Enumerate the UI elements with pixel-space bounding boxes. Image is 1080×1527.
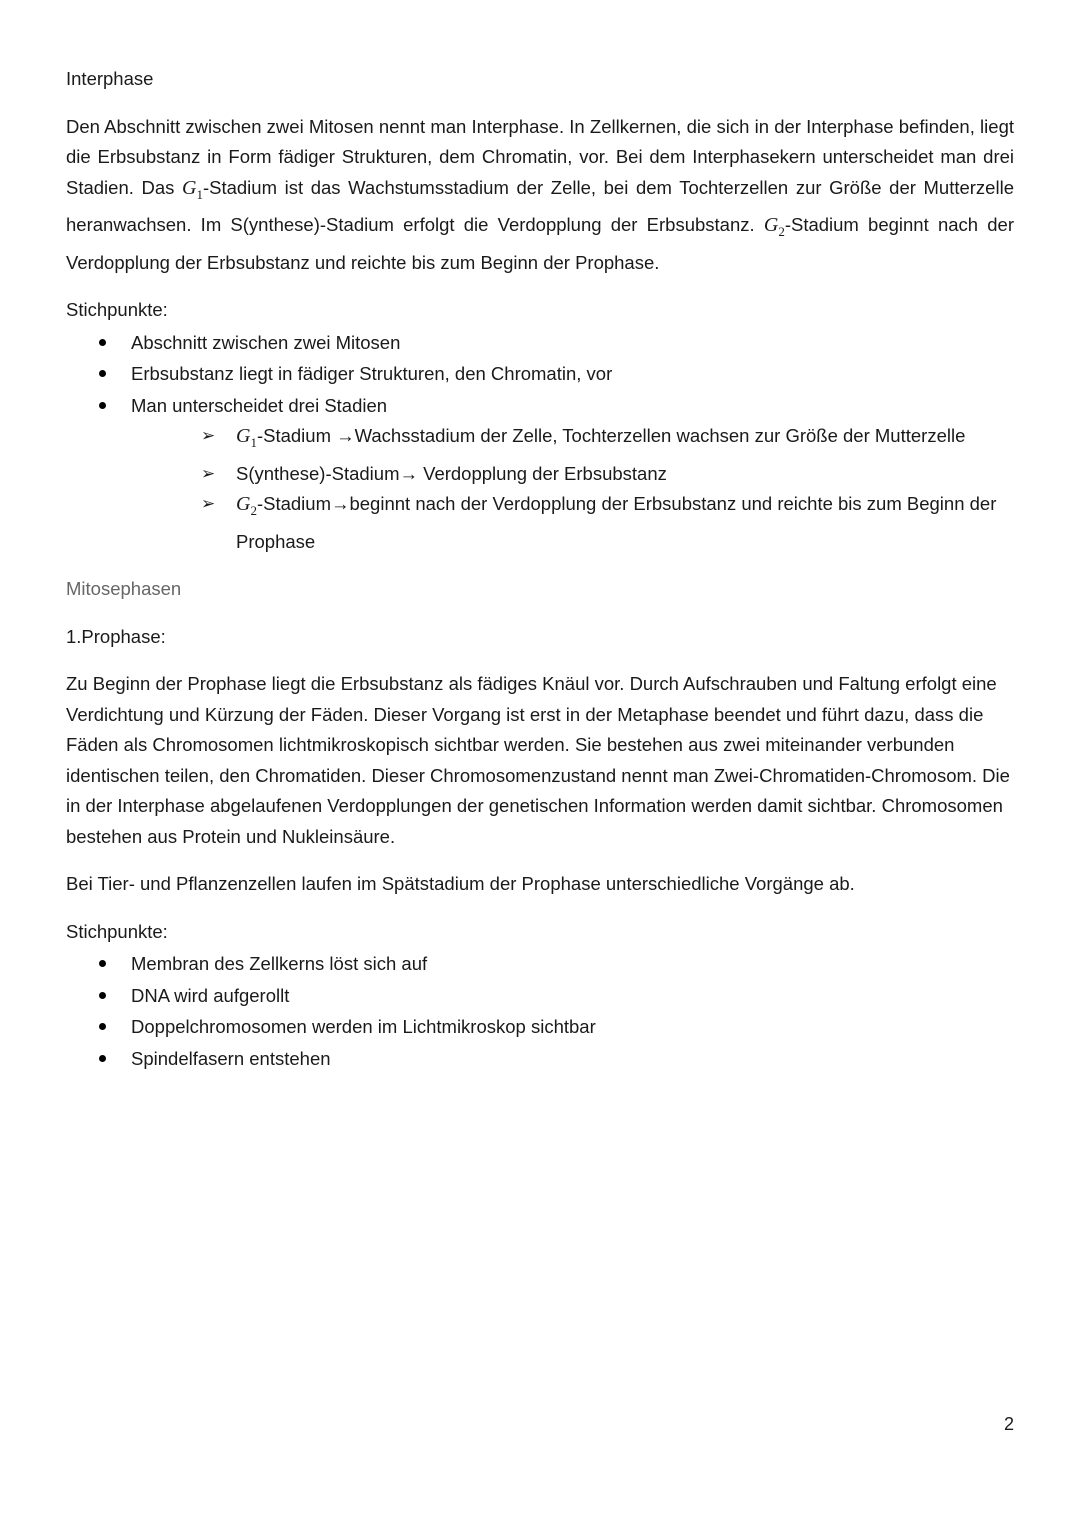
stage-item-s: ➢ S(ynthese)-Stadium→ Verdopplung der Erbsubstanz [201, 459, 1014, 490]
arrow-bullet-icon: ➢ [201, 426, 216, 445]
list-item: Membran des Zellkerns löst sich auf [66, 948, 1014, 980]
list-item: Spindelfasern entstehen [66, 1043, 1014, 1075]
list-item-label: Man unterscheidet drei Stadien [131, 394, 388, 416]
g1-symbol: $G_1$ [236, 425, 257, 450]
page-number: 2 [1004, 1414, 1015, 1434]
interphase-bullet-list [66, 327, 1014, 558]
list-item: DNA wird aufgerollt [66, 980, 1014, 1012]
prophase-paragraph-2: Bei Tier- und Pflanzenzellen laufen im Spätstadium der Prophase unterschiedliche Vorgänge ab. [66, 873, 855, 894]
prophase-paragraph: Zu Beginn der Prophase liegt die Erbsubstanz als fädiges Knäul vor. Durch Aufschrauben und Faltung erfolgt eine Verdichtung und Kürzung der Fäden. Dieser Vorgang ist erst in der Metaphase beendet und führt dazu, dass die Fäden als Chromosomen lichtmikroskopisch sichtbar werden. Sie bestehen aus zwei miteinander verbunden identischen teilen, den Chromatiden. Dieser Chromosomenzustand nennt man Zwei-Chromatiden-Chromosom. Die in der Interphase abgelaufenen Verdopplungen der genetischen Information werden damit sichtbar. Chromosomen bestehen aus Protein und Nukleinsäure. [66, 673, 1010, 847]
stage-item-g1: ➢ $G_1$-Stadium →Wachsstadium der Zelle, Tochterzellen wachsen zur Größe der Mutterzelle [201, 421, 1014, 459]
list-item: Erbsubstanz liegt in fädiger Strukturen, den Chromatin, vor [66, 358, 1014, 390]
list-item: Doppelchromosomen werden im Lichtmikroskop sichtbar [66, 1011, 1014, 1043]
interphase-keypoints-label: Stichpunkte: [66, 299, 168, 320]
interphase-paragraph-part2: -Stadium ist das Wachstumsstadium der Zelle, bei dem Tochterzellen zur Größe der Mutterzelle heranwachsen. Im S(ynthese)-Stadium erfolgt die Verdopplung der Erbsubstanz. [66, 176, 1014, 235]
interphase-paragraph [66, 112, 1014, 279]
arrow-bullet-icon: ➢ [201, 463, 216, 483]
interphase-paragraph-part3: -Stadium beginnt nach der Verdopplung der Erbsubstanz und reichte bis zum Beginn der Prophase. [66, 214, 1014, 273]
prophase-heading: 1.Prophase: [66, 625, 166, 647]
page-content [66, 64, 1014, 1091]
g2-symbol: $G_2$ [236, 493, 257, 518]
stage-item-g2: ➢ $G_2-Stadium\to beginnt$ nach der Verdopplung der Erbsubstanz und reichte bis zum Beginn der Prophase [201, 489, 1014, 557]
g1-symbol: $G_1$ [182, 176, 203, 202]
interphase-heading: Interphase [66, 68, 154, 89]
stage-list [201, 421, 1014, 557]
list-item: Abschnitt zwischen zwei Mitosen [66, 327, 1014, 359]
g2-symbol: $G_2$ [763, 214, 785, 239]
arrow-bullet-icon: ➢ [201, 494, 216, 513]
list-item [66, 390, 1014, 558]
interphase-paragraph-part1: Den Abschnitt zwischen zwei Mitosen nennt man Interphase. In Zellkernen, die sich in der Interphase befinden, liegt die Erbsubstanz in Form fädiger Strukturen, dem Chromatin, vor. Bei dem Interphasekern unterscheidet man drei Stadien. Das [66, 115, 1014, 198]
prophase-keypoints-label: Stichpunkte: [66, 920, 168, 942]
prophase-bullet-list [66, 948, 1014, 1074]
mitosis-heading: Mitosephasen [66, 578, 182, 599]
